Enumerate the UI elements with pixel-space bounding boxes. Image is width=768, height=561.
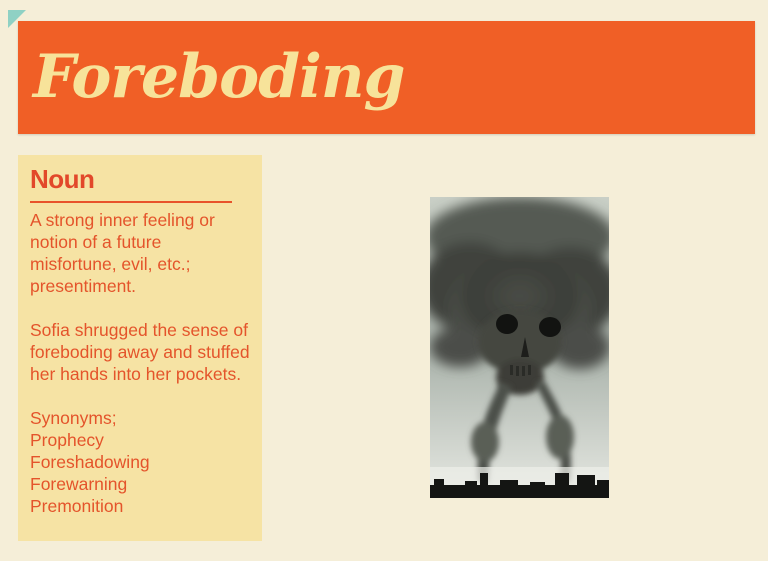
definition-text: A strong inner feeling or notion of a future misfortune, evil, etc.; presentiment. <box>30 210 215 296</box>
page-title: Foreboding <box>33 42 405 112</box>
heading-divider <box>30 201 232 203</box>
definition-card <box>18 155 262 541</box>
smoke-skull-image <box>430 197 609 498</box>
synonyms-list <box>30 429 250 517</box>
synonym-item: Prophecy <box>30 430 104 450</box>
synonym-item: Premonition <box>30 496 124 516</box>
example-sentence: Sofia shrugged the sense of foreboding away and stuffed her hands into her pockets. <box>30 320 250 384</box>
synonym-item: Foreshadowing <box>30 452 150 472</box>
synonym-item: Forewarning <box>30 474 128 494</box>
part-of-speech-heading: Noun <box>30 164 95 194</box>
title-banner <box>18 21 755 134</box>
synonyms-label: Synonyms; <box>30 408 117 428</box>
